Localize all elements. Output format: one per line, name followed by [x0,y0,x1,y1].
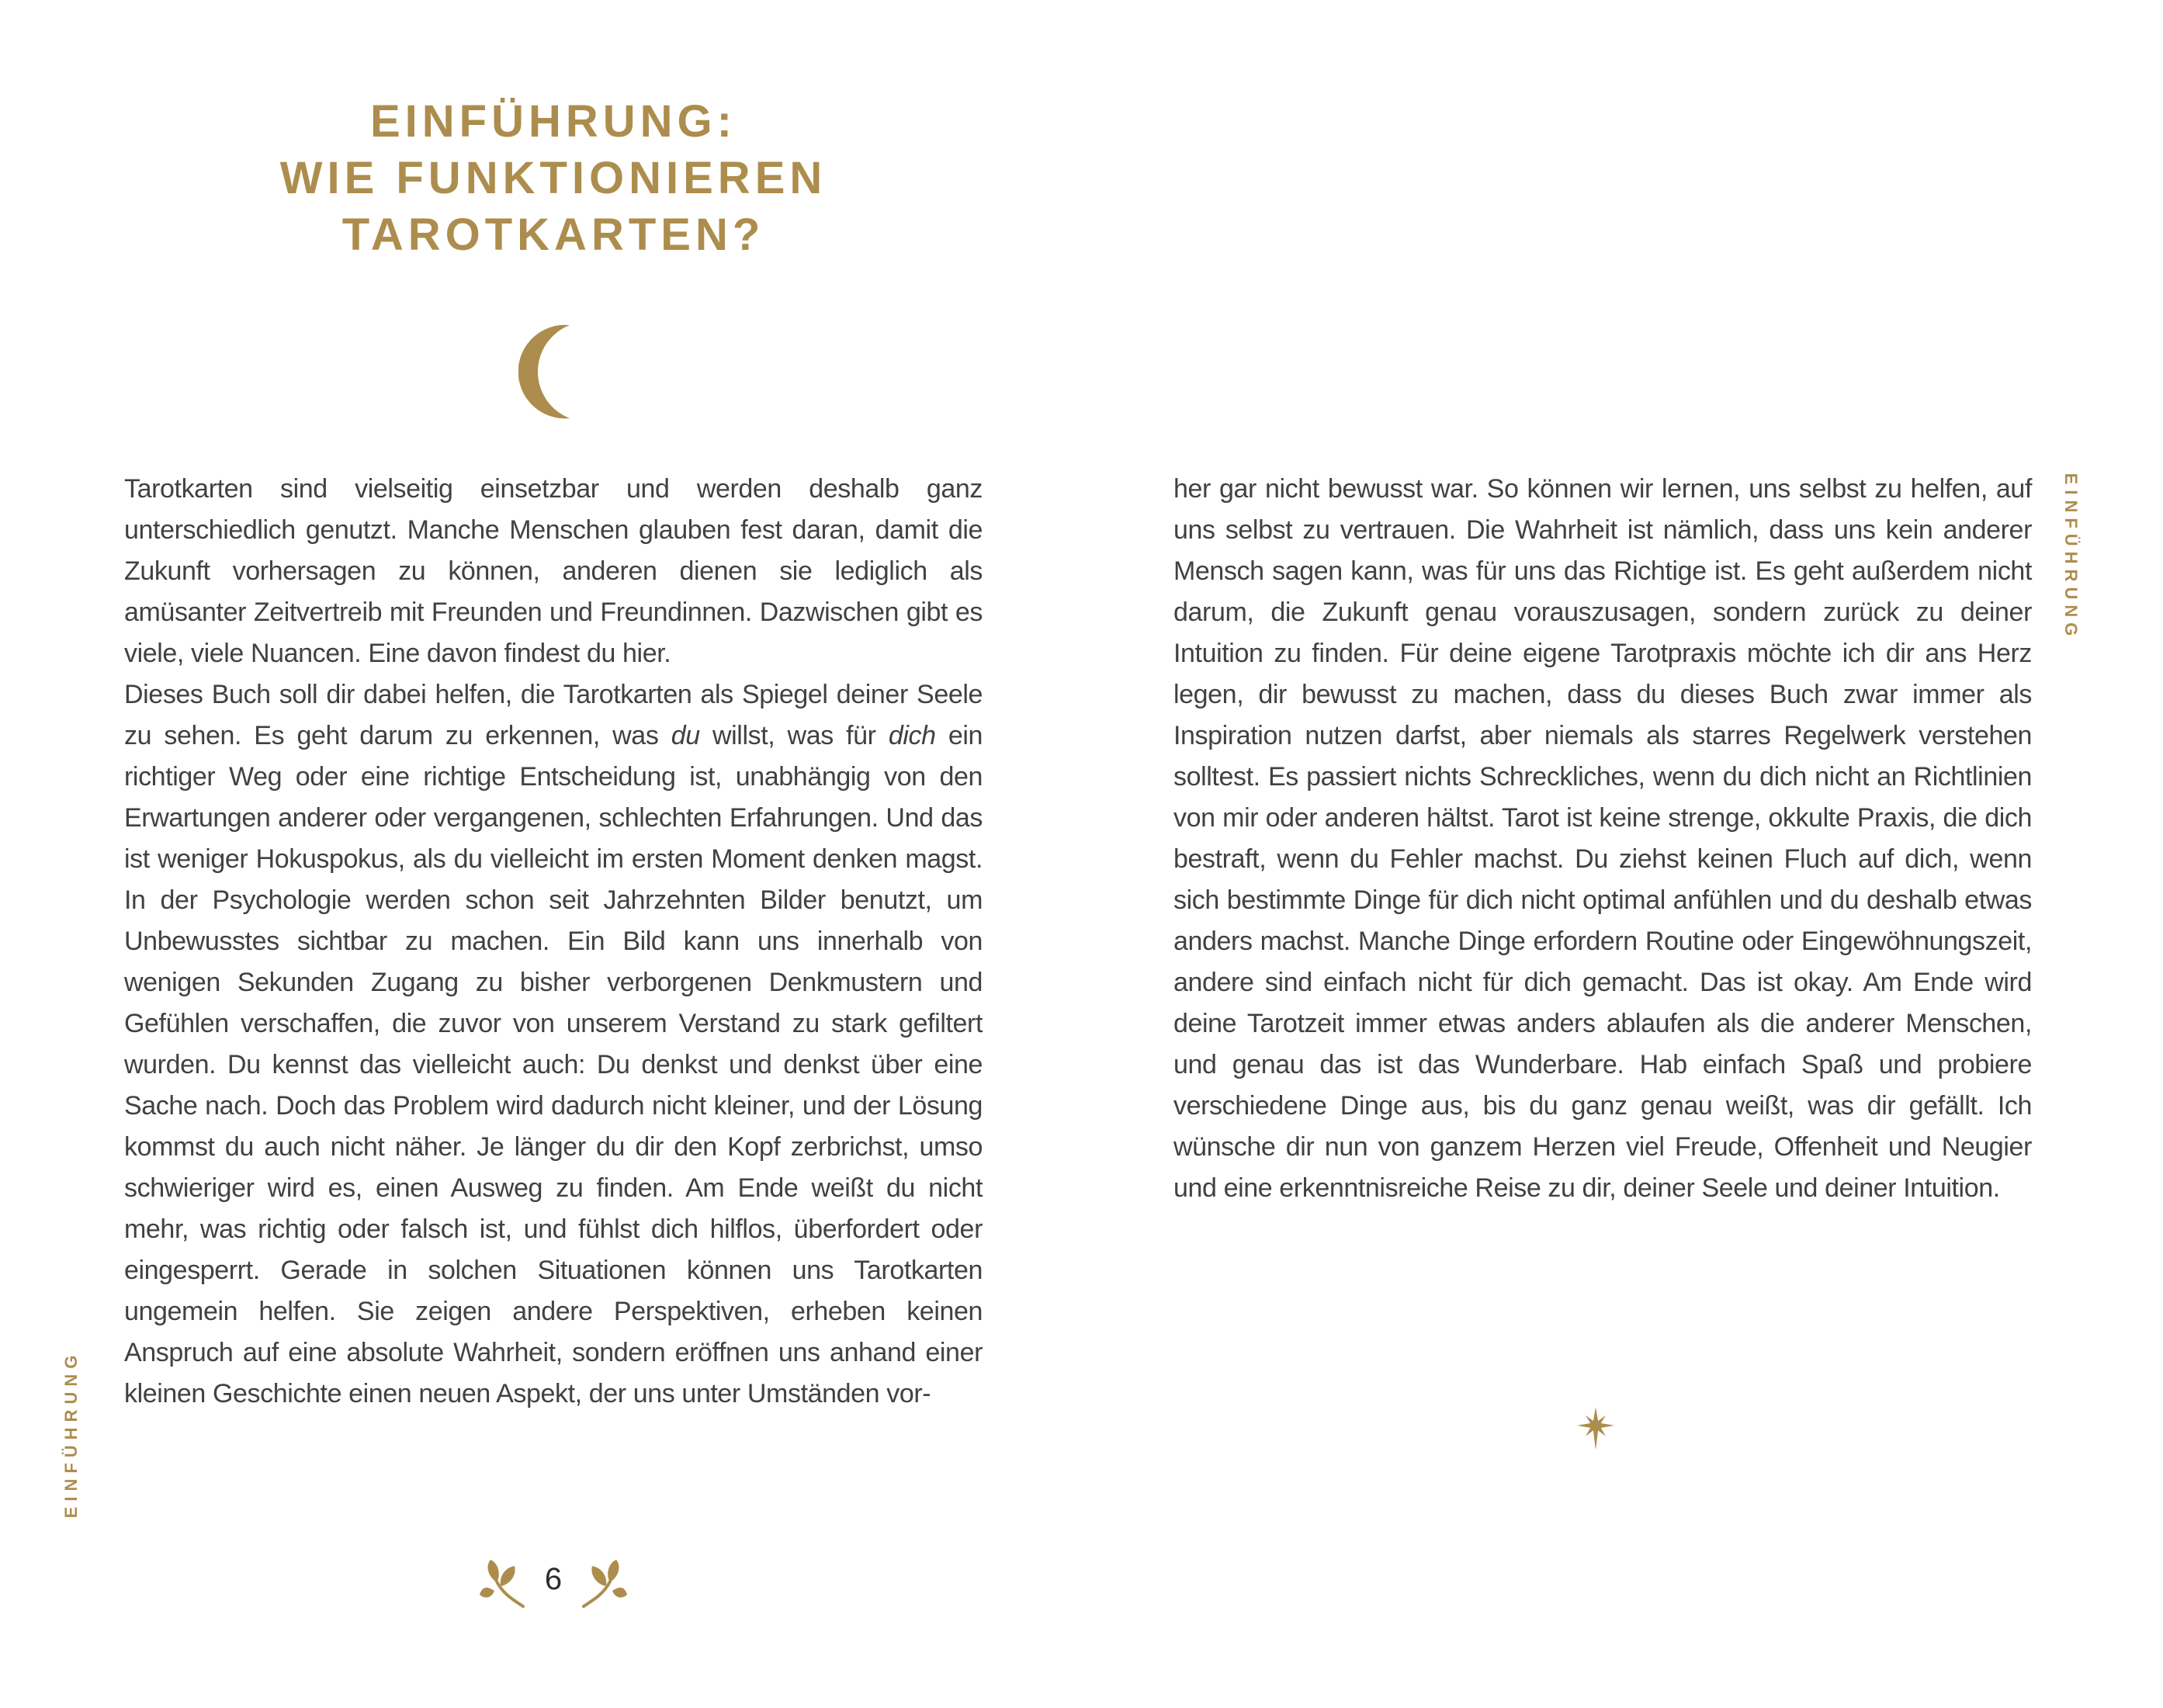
body-text: her gar nicht bewusst war. So können wir lernen, uns selbst zu helfen, auf uns selbst zu vertrauen. Die Wahrheit ist nämlich, dass uns kein anderer Mensch sagen kann, was für uns das Richtige ist. Es geht außerdem nicht darum, die Zukunft genau vorauszusagen, sondern zurück zu deiner Intuition zu finden. Für deine eigene Tarotpraxis möchte ich dir ans Herz legen, dir bewusst zu machen, dass du dieses Buch zwar immer als Inspiration nutzen darfst, aber niemals als starres Regelwerk verstehen solltest. Es passiert nichts Schreckliches, wenn du dich nicht an Richtlinien von mir oder anderen hältst. Tarot ist keine strenge, okkulte Praxis, die dich bestraft, wenn du Fehler machst. Du ziehst keinen Fluch auf dich, wenn sich bestimmte Dinge für dich nicht optimal anfühlen und du deshalb etwas anders machst. Manche Dinge erfordern Routine oder Eingewöhnungszeit, andere sind einfach nicht für dich gemacht. Das ist okay. Am Ende wird deine Tarotzeit immer etwas anders ablaufen als die anderer Menschen, und genau das ist das Wunderbare. Hab einfach Spaß und probiere verschiedene Dinge aus, bis du ganz genau weißt, was dir gefällt. Ich wünsche dir nun von ganzem Herzen viel Freude, Offenheit und Neugier und eine erkenntnisreiche Reise zu dir, deiner Seele und deiner Intuition. [1173,474,2032,1203]
body-text: ein richtiger Weg oder eine richtige Entscheidung ist, unabhängig von den Erwartungen anderer oder vergangenen, schlechten Erfahrungen. Und das ist weniger Hokuspokus, als du vielleicht im ersten Moment denken magst. In der Psychologie werden schon seit Jahrzehnten Bilder benutzt, um Unbewusstes sichtbar zu machen. Ein Bild kann uns innerhalb von wenigen Sekunden Zugang zu bisher verborgenen Denkmustern und Gefühlen verschaffen, die zuvor von unserem Verstand zu stark gefiltert wurden. Du kennst das vielleicht auch: Du denkst und denkst über eine Sache nach. Doch das Problem wird dadurch nicht kleiner, und der Lösung kommst du auch nicht näher. Je länger du dir den Kopf zerbrichst, umso schwieriger wird es, einen Ausweg zu finden. Am Ende weißt du nicht mehr, was richtig oder falsch ist, und fühlst dich hilflos, überfordert oder eingesperrt. Gerade in solchen Situationen können uns Tarotkarten ungemein helfen. Sie zeigen andere Perspektiven, erheben keinen Anspruch auf eine absolute Wahrheit, sondern eröffnen uns anhand einer kleinen Geschichte einen neuen Aspekt, der uns unter Umständen vor- [124,721,983,1408]
page-title [124,93,983,263]
page-title-line: TAROTKARTEN? [341,210,765,260]
body-text: Tarotkarten sind vielseitig einsetzbar und werden deshalb ganz unterschiedlich genutzt. Manche Menschen glauben fest daran, damit die Zukunft vorhersagen zu können, anderen dienen sie lediglich als amüsanter Zeitvertreib mit Freunden und Freundinnen. Dazwischen gibt es viele, viele Nuancen. Eine davon findest du hier. [124,474,983,668]
body-text: Dieses Buch soll dir dabei helfen, die Tarotkarten als Spiegel deiner Seele zu sehen. Es geht darum zu erkennen, was [124,680,983,750]
body-paragraph [124,674,983,1415]
laurel-leaf-icon [480,1559,525,1609]
left-column [124,469,983,1415]
body-paragraph [124,469,983,674]
page-footer [124,1555,983,1613]
crescent-moon-icon [518,324,571,420]
right-column [1173,469,2032,1209]
body-text-italic: dich [888,721,936,750]
page-number: 6 [544,1562,563,1596]
eight-point-star-icon [1577,1407,1614,1450]
body-paragraph [1173,469,2032,1209]
margin-label-left: EINFÜHRUNG [61,1349,81,1519]
body-text-italic: du [671,721,700,750]
page-title-line: WIE FUNKTIONIEREN [279,153,827,203]
margin-label-right: EINFÜHRUNG [2061,473,2081,642]
body-text: willst, was für [699,721,889,750]
page-title-line: EINFÜHRUNG: [370,96,737,147]
laurel-leaf-icon [582,1559,627,1609]
